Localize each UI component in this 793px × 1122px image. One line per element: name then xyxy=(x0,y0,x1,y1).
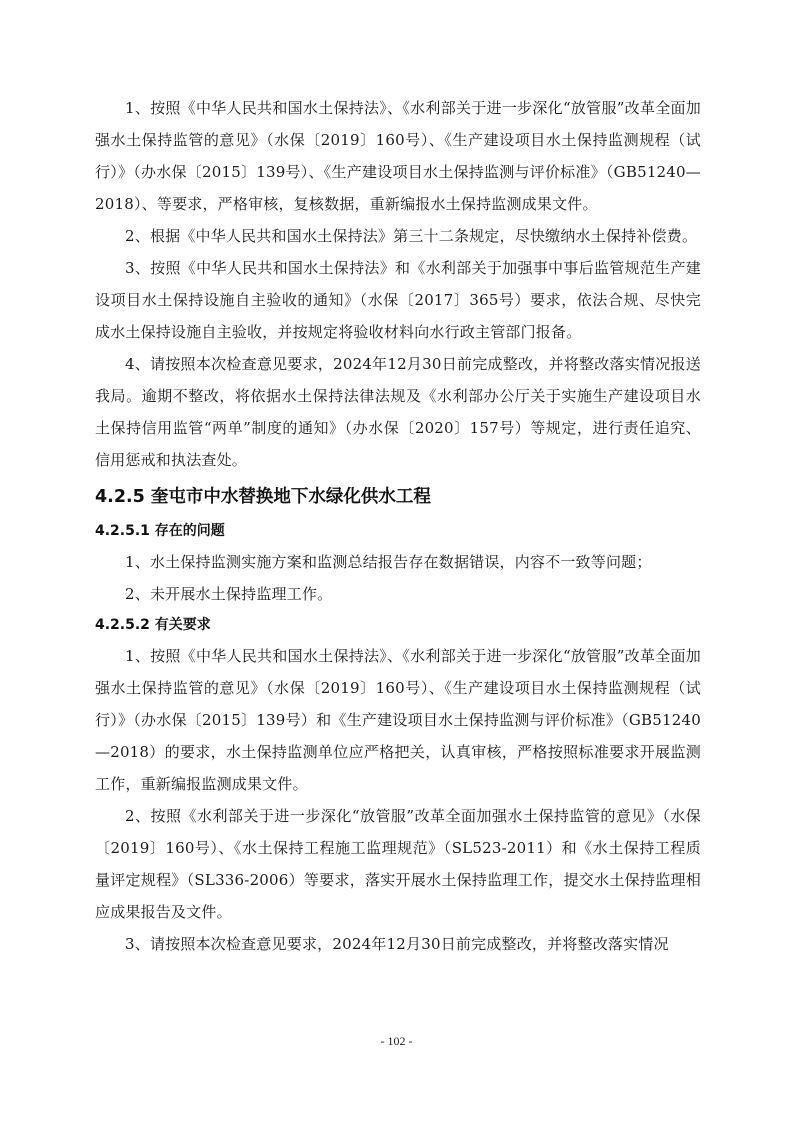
paragraph-requirement-4: 4、请按照本次检查意见要求，2024年12月30日前完成整改，并将整改落实情况报送我局。逾期不整改，将依据水土保持法律法规及《水利部办公厅关于实施生产建设项目水土保持信用监管“两单”制度的通知》（办水保〔2020〕157号）等规定，进行责任追究、信用惩戒和执法查处。 xyxy=(95,355,701,469)
requirement-item-2: 2、按照《水利部关于进一步深化“放管服”改革全面加强水土保持监管的意见》（水保〔2019〕160号）、《水土保持工程施工监理规范》（SL523-2011）和《水土保持工程质量评定规程》（SL336-2006）等要求，落实开展水土保持监理工作，提交水土保持监理相应成果报告及文件。 xyxy=(95,807,701,921)
page-number: - 102 - xyxy=(380,1034,413,1048)
subsection-heading-problems: 4.2.5.1 存在的问题 xyxy=(95,523,225,539)
requirement-item-1: 1、按照《中华人民共和国水土保持法》、《水利部关于进一步深化“放管服”改革全面加强水土保持监管的意见》（水保〔2019〕160号）、《生产建设项目水土保持监测规程（试行）》（办水保〔2015〕139号）和《生产建设项目水土保持监测与评价标准》（GB51240—2018）的要求，水土保持监测单位应严格把关，认真审核，严格按照标准要求开展监测工作，重新编报监测成果文件。 xyxy=(95,647,701,793)
paragraph-requirement-3: 3、按照《中华人民共和国水土保持法》和《水利部关于加强事中事后监管规范生产建设项目水土保持设施自主验收的通知》（水保〔2017〕365号）要求，依法合规、尽快完成水土保持设施自主验收，并按规定将验收材料向水行政主管部门报备。 xyxy=(95,259,701,341)
paragraph-requirement-1: 1、按照《中华人民共和国水土保持法》、《水利部关于进一步深化“放管服”改革全面加强水土保持监管的意见》（水保〔2019〕160号）、《生产建设项目水土保持监测规程（试行）》（办水保〔2015〕139号）、《生产建设项目水土保持监测与评价标准》（GB51240—2018）、等要求，严格审核，复核数据，重新编报水土保持监测成果文件。 xyxy=(95,99,701,213)
problem-item-2: 2、未开展水土保持监理工作。 xyxy=(125,585,333,603)
section-heading: 4.2.5 奎屯市中水替换地下水绿化供水工程 xyxy=(95,487,431,507)
subsection-heading-requirements: 4.2.5.2 有关要求 xyxy=(95,617,211,633)
problem-item-1: 1、水土保持监测实施方案和监测总结报告存在数据错误，内容不一致等问题； xyxy=(125,553,652,571)
page-content xyxy=(95,92,701,960)
requirement-item-3: 3、请按照本次检查意见要求，2024年12月30日前完成整改，并将整改落实情况 xyxy=(125,935,669,953)
paragraph-requirement-2: 2、根据《中华人民共和国水土保持法》第三十二条规定，尽快缴纳水土保持补偿费。 xyxy=(125,227,698,245)
